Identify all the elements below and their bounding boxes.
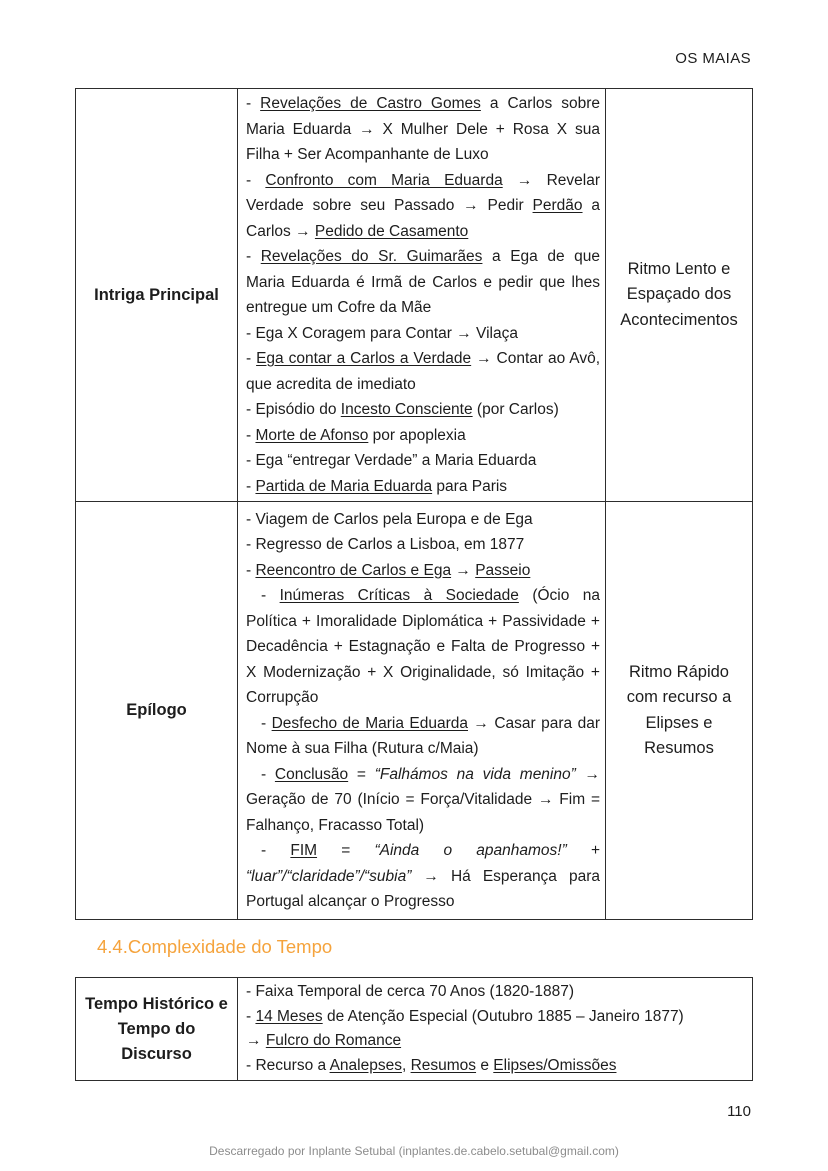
list-item: - Ega X Coragem para Contar → Vilaça <box>246 324 518 342</box>
list-item: - FIM = “Ainda o apanhamos!” + “luar”/“claridade”/“subia” → Há Esperança para Portugal alcançar o Progresso <box>246 842 601 910</box>
list-item: - Regresso de Carlos a Lisboa, em 1877 <box>246 536 525 553</box>
list-item: - Revelações de Castro Gomes a Carlos sobre Maria Eduarda → X Mulher Dele + Rosa X sua Filha + Ser Acompanhante de Luxo <box>246 95 601 163</box>
list-item: - Revelações do Sr. Guimarães a Ega de que Maria Eduarda é Irmã de Carlos e pedir que lhes entregue um Cofre da Mãe <box>246 248 601 316</box>
page-header-title: OS MAIAS <box>675 50 751 67</box>
table-row <box>76 502 753 920</box>
list-item: - Reencontro de Carlos e Ega → Passeio <box>246 561 531 579</box>
list-item: - Recurso a Analepses, Resumos e Elipses/Omissões <box>246 1056 617 1074</box>
row-rhythm-epilogo: Ritmo Rápido com recurso a Elipses e Resumos <box>606 502 753 920</box>
row-content-tempo <box>238 978 753 1081</box>
list-item: - Conclusão = “Falhámos na vida menino” → Geração de 70 (Início = Força/Vitalidade → Fim = Falhanço, Fracasso Total) <box>246 765 601 834</box>
table-row <box>76 89 753 502</box>
list-item: - Faixa Temporal de cerca 70 Anos (1820-1887) <box>246 983 574 1000</box>
table-row <box>76 978 753 1081</box>
row-rhythm-intriga-principal: Ritmo Lento e Espaçado dos Acontecimentos <box>606 89 753 502</box>
tempo-table <box>75 977 753 1081</box>
list-item: - Confronto com Maria Eduarda → Revelar Verdade sobre seu Passado → Pedir Perdão a Carlos → Pedido de Casamento <box>246 171 600 240</box>
page-number: 110 <box>727 1103 751 1120</box>
list-item: - Ega “entregar Verdade” a Maria Eduarda <box>246 452 537 469</box>
section-heading: 4.4.Complexidade do Tempo <box>97 936 333 957</box>
row-content-epilogo <box>238 502 606 920</box>
list-item: - Desfecho de Maria Eduarda → Casar para dar Nome à sua Filha (Rutura c/Maia) <box>246 714 601 757</box>
list-item: - Morte de Afonso por apoplexia <box>246 426 466 444</box>
list-item: - 14 Meses de Atenção Especial (Outubro 1885 – Janeiro 1877) <box>246 1007 684 1025</box>
list-item: - Partida de Maria Eduarda para Paris <box>246 477 508 495</box>
narrative-rhythm-table <box>75 88 753 920</box>
footer-download-note: Descarregado por Inplante Setubal (inplantes.de.cabelo.setubal@gmail.com) <box>209 1144 619 1158</box>
row-label-epilogo: Epílogo <box>76 502 238 920</box>
list-item: - Inúmeras Críticas à Sociedade (Ócio na Política + Imoralidade Diplomática + Passividade + Decadência + Estagnação e Falta de Progresso + X Modernização + X Originalidade, só Imitação + Corrupção <box>246 587 601 706</box>
list-item: - Episódio do Incesto Consciente (por Carlos) <box>246 401 559 418</box>
list-item: - Viagem de Carlos pela Europa e de Ega <box>246 510 533 528</box>
row-content-intriga-principal <box>238 89 606 502</box>
list-item: - Ega contar a Carlos a Verdade → Contar ao Avô, que acredita de imediato <box>246 350 601 393</box>
row-label-tempo: Tempo Histórico e Tempo do Discurso <box>76 978 238 1081</box>
row-label-intriga-principal: Intriga Principal <box>76 89 238 502</box>
list-item: → Fulcro do Romance <box>246 1032 402 1049</box>
